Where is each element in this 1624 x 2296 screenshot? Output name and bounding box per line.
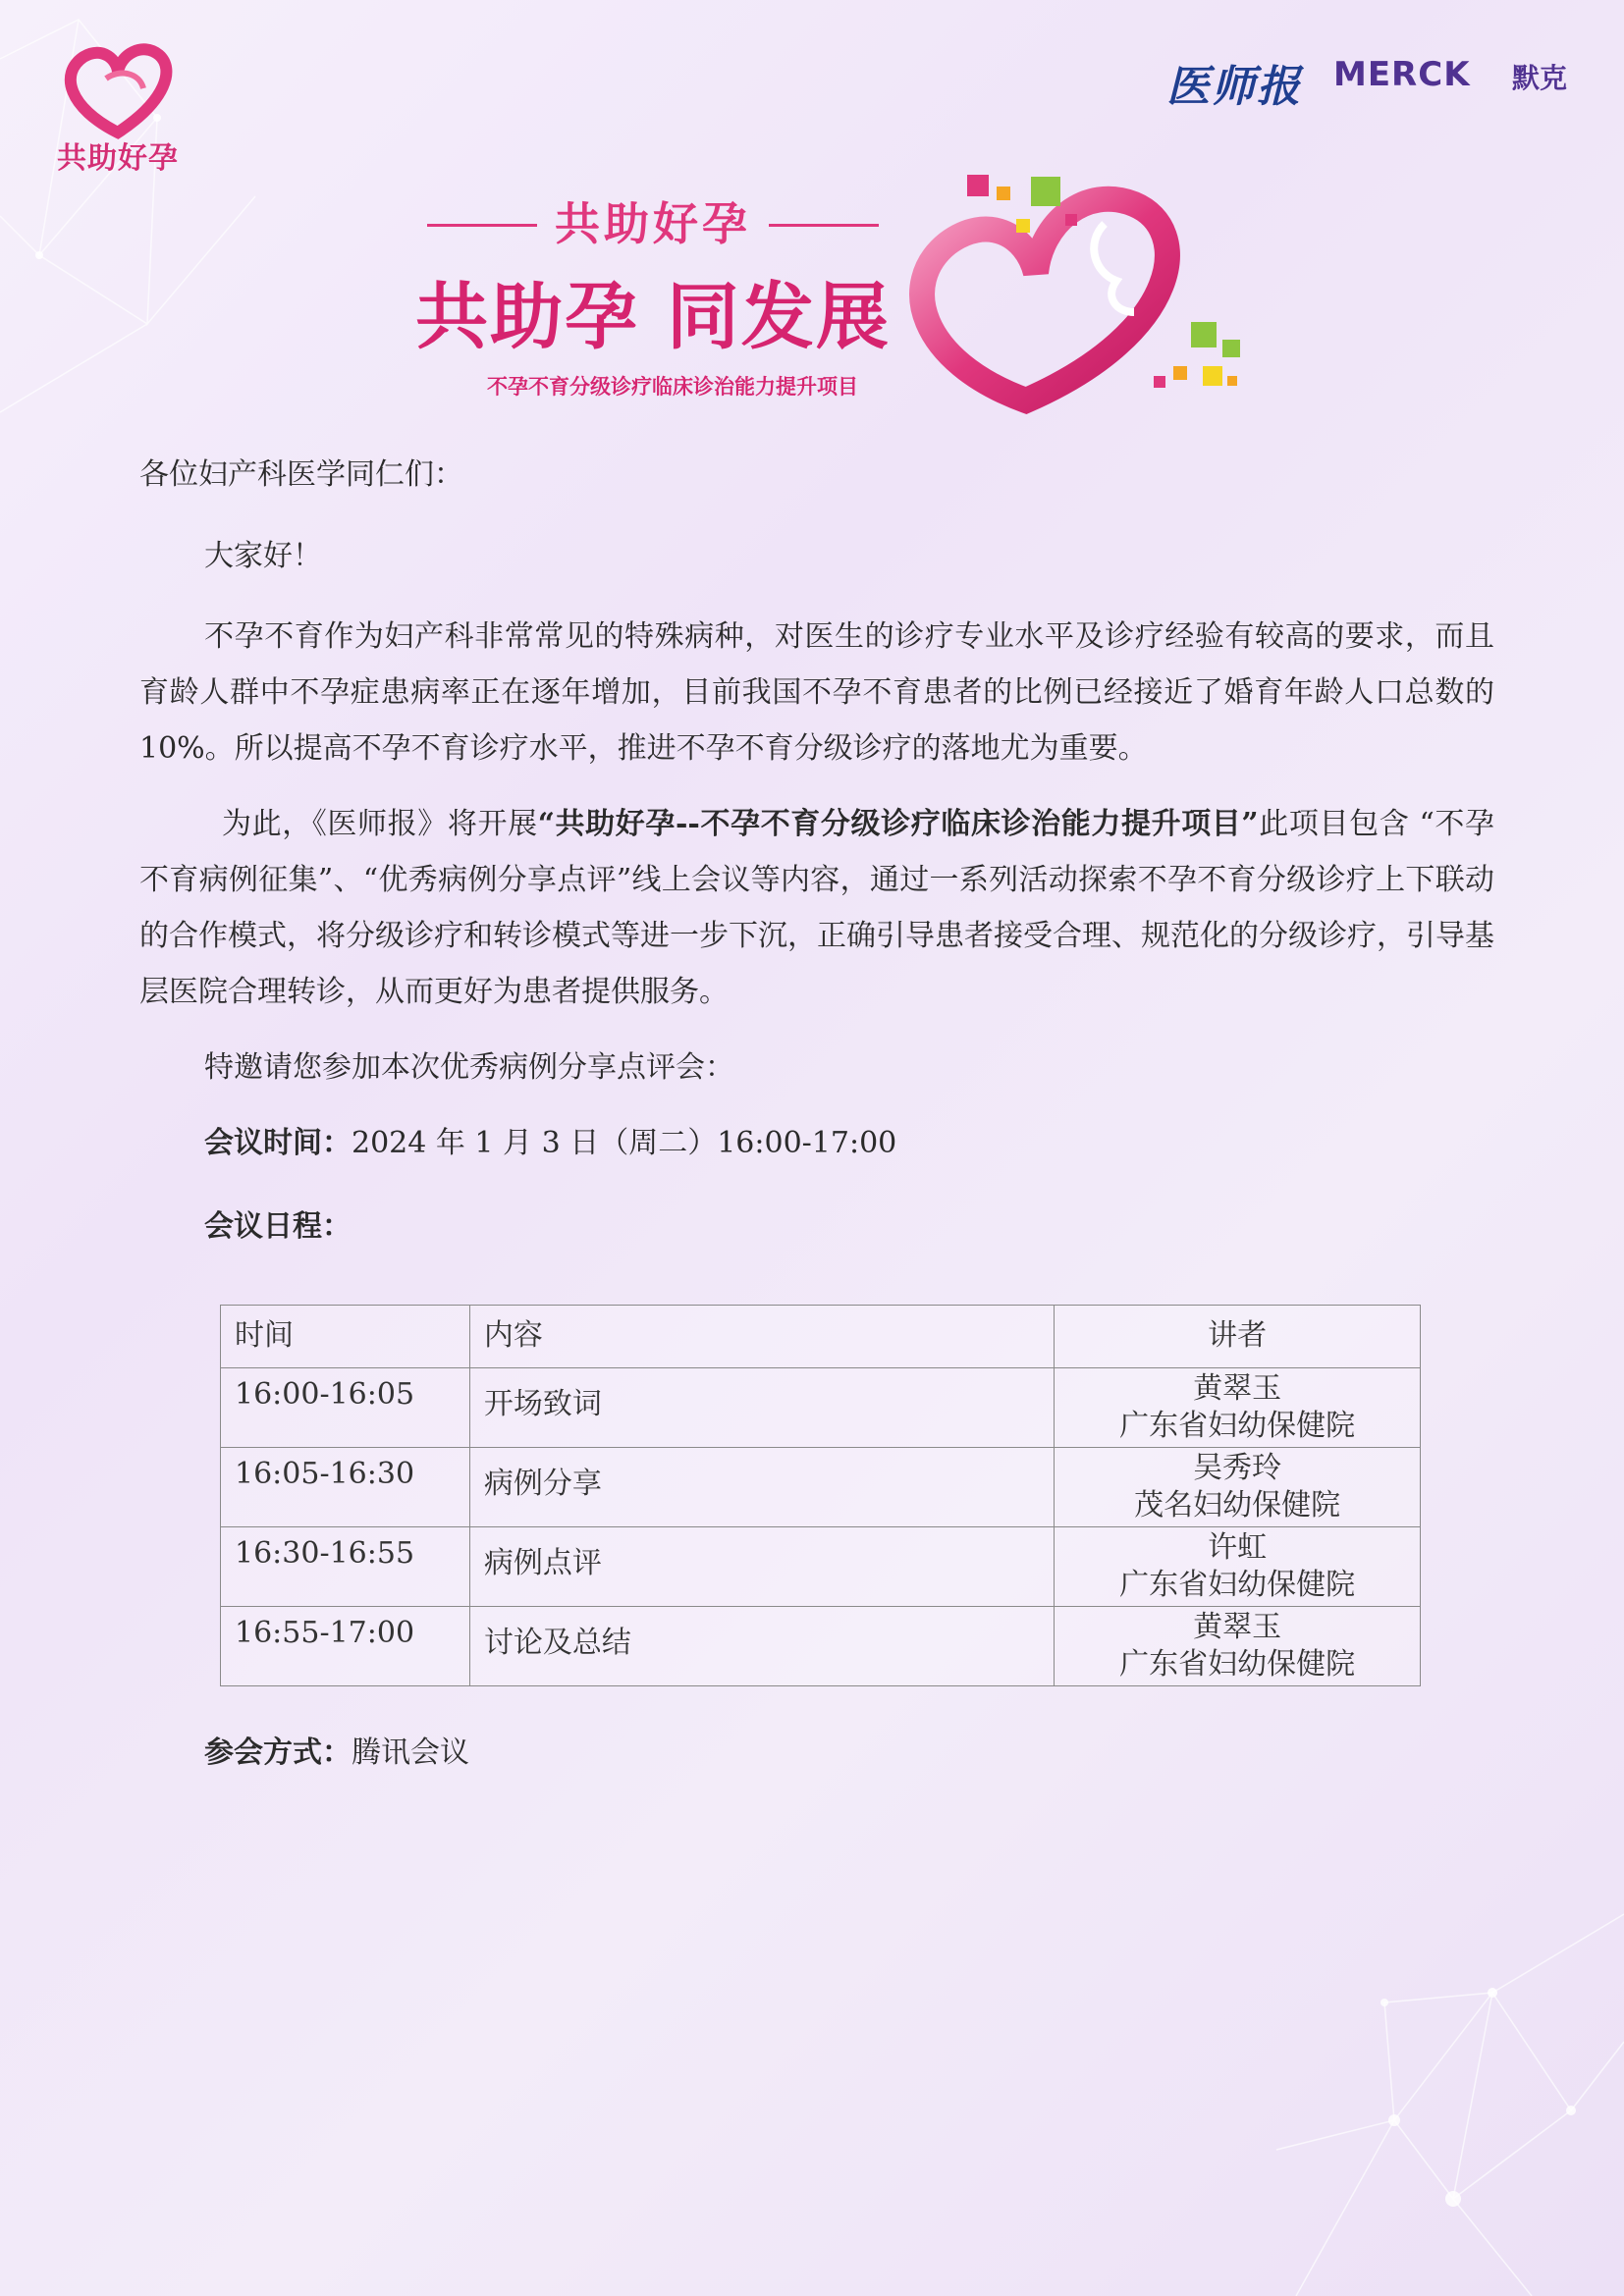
row-topic: 病例点评 bbox=[469, 1527, 1054, 1607]
paragraph-background: 不孕不育作为妇产科非常常见的特殊病种，对医生的诊疗专业水平及诊疗经验有较高的要求，而且育龄人群中不孕症患病率正在逐年增加，目前我国不孕不育患者的比例已经接近了婚育年龄人口总数的10%。所以提高不孕不育诊疗水平，推进不孕不育分级诊疗的落地尤为重要。 bbox=[139, 619, 1494, 766]
header-time: 时间 bbox=[221, 1306, 470, 1368]
header-topic: 内容 bbox=[469, 1306, 1054, 1368]
invitation-line: 特邀请您参加本次优秀病例分享点评会： bbox=[204, 1050, 734, 1085]
speaker-org: 广东省妇幼保健院 bbox=[1119, 1568, 1356, 1602]
row-topic: 讨论及总结 bbox=[469, 1607, 1054, 1686]
speaker-org: 茂名妇幼保健院 bbox=[1134, 1488, 1341, 1522]
header-speaker: 讲者 bbox=[1055, 1306, 1421, 1368]
project-banner bbox=[388, 165, 1272, 420]
join-method-label: 参会方式： bbox=[204, 1735, 352, 1770]
table-row bbox=[221, 1527, 1421, 1607]
merck-logo: MERCK bbox=[1333, 55, 1471, 94]
row-speaker bbox=[1055, 1607, 1421, 1686]
table-header-row bbox=[221, 1306, 1421, 1368]
meeting-time-value: 2024 年 1 月 3 日（周二）16:00-17:00 bbox=[352, 1126, 897, 1160]
speaker-name: 吴秀玲 bbox=[1193, 1451, 1282, 1485]
join-method bbox=[204, 1725, 469, 1781]
row-time: 16:00-16:05 bbox=[221, 1368, 470, 1448]
meeting-time-label: 会议时间： bbox=[204, 1126, 352, 1160]
row-time: 16:55-17:00 bbox=[221, 1607, 470, 1686]
heart-ribbon-icon bbox=[49, 39, 187, 147]
project-description: 此项目包含 “不孕不育病例征集”、“优秀病例分享点评”线上会议等内容，通过一系列活动探索不孕不育分级诊疗上下联动的合作模式，将分级诊疗和转诊模式等进一步下沉，正确引导患者接受合理、规范化的分级诊疗，引导基层医院合理转诊，从而更好为患者提供服务。 bbox=[139, 807, 1495, 1009]
table-row bbox=[221, 1448, 1421, 1527]
schedule-table bbox=[220, 1305, 1421, 1686]
row-speaker bbox=[1055, 1448, 1421, 1527]
row-speaker bbox=[1055, 1368, 1421, 1448]
heart-profile-icon bbox=[859, 165, 1272, 420]
table-row bbox=[221, 1607, 1421, 1686]
speaker-name: 黄翠玉 bbox=[1193, 1371, 1282, 1406]
table-row bbox=[221, 1368, 1421, 1448]
banner-top-title: 共助好孕 bbox=[555, 197, 751, 250]
row-time: 16:30-16:55 bbox=[221, 1527, 470, 1607]
speaker-org: 广东省妇幼保健院 bbox=[1119, 1409, 1356, 1443]
banner-subtitle: 不孕不育分级诊疗临床诊治能力提升项目 bbox=[487, 375, 858, 399]
yishibao-logo: 医师报 bbox=[1166, 62, 1302, 112]
greeting: 大家好！ bbox=[204, 539, 322, 573]
corner-logo-text: 共助好孕 bbox=[57, 141, 179, 176]
row-time: 16:05-16:30 bbox=[221, 1448, 470, 1527]
speaker-org: 广东省妇幼保健院 bbox=[1119, 1647, 1356, 1682]
letter-body bbox=[139, 447, 1494, 1255]
row-topic: 病例分享 bbox=[469, 1448, 1054, 1527]
salutation: 各位妇产科医学同仁们： bbox=[139, 457, 463, 492]
speaker-name: 黄翠玉 bbox=[1193, 1610, 1282, 1644]
speaker-name: 许虹 bbox=[1208, 1530, 1268, 1565]
corner-logo bbox=[49, 39, 187, 177]
row-topic: 开场致词 bbox=[469, 1368, 1054, 1448]
merck-cn-logo: 默克 bbox=[1512, 62, 1568, 94]
row-speaker bbox=[1055, 1527, 1421, 1607]
project-name: “共助好孕--不孕不育分级诊疗临床诊治能力提升项目” bbox=[537, 807, 1259, 841]
banner-main-title: 共助孕 同发展 bbox=[415, 275, 891, 359]
project-intro: 为此，《医师报》将开展 bbox=[222, 807, 538, 841]
paragraph-project bbox=[139, 796, 1494, 1020]
schedule-label: 会议日程： bbox=[204, 1209, 352, 1244]
join-method-value: 腾讯会议 bbox=[352, 1735, 469, 1770]
meeting-time bbox=[139, 1115, 1494, 1171]
